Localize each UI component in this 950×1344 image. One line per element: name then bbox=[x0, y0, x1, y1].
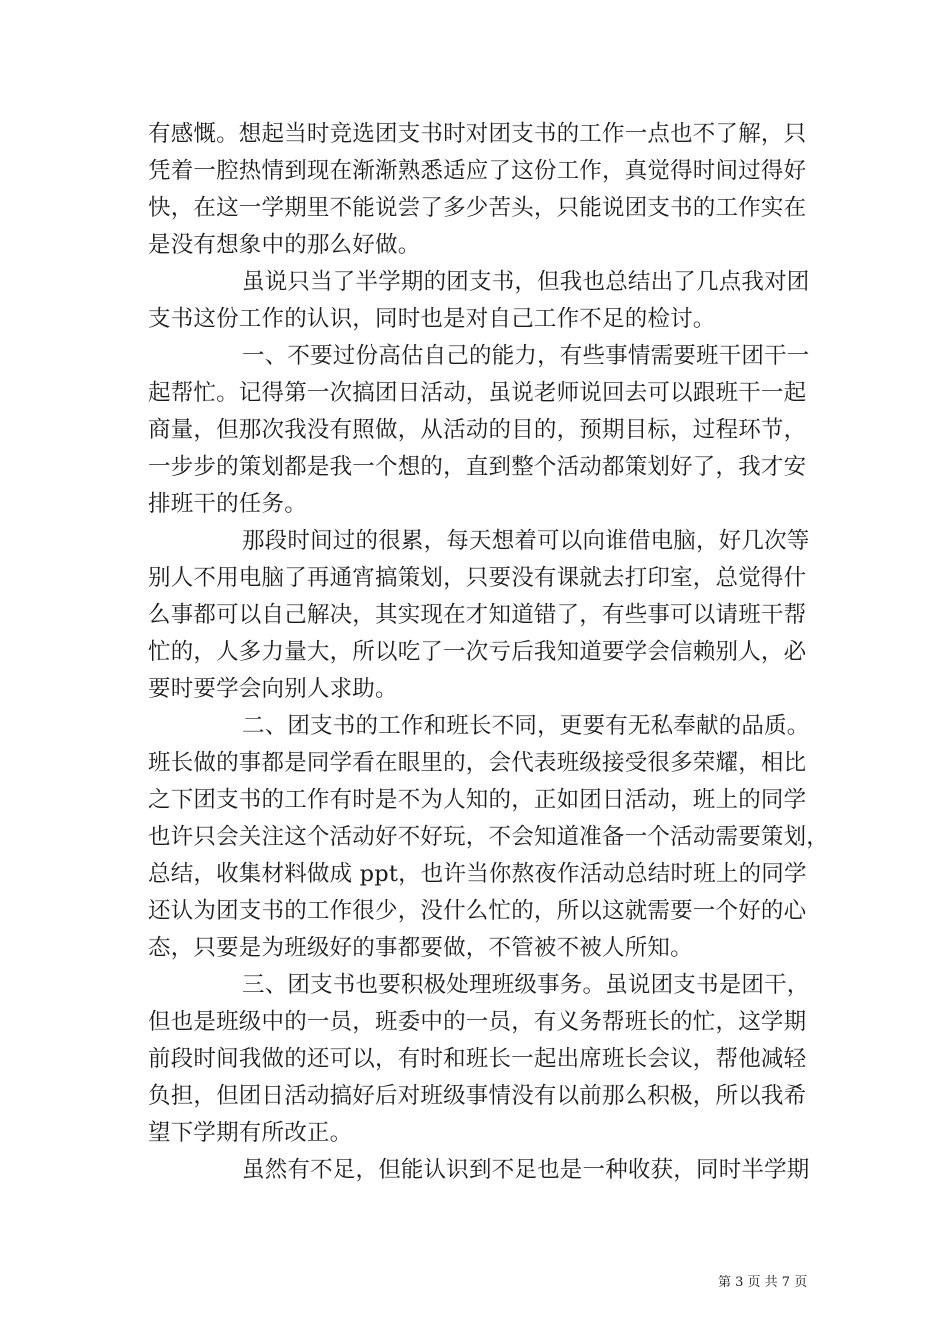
text-line: 别人不用电脑了再通宵搞策划，只要没有课就去打印室，总觉得什 bbox=[148, 565, 807, 591]
text-line: 三、团支书也要积极处理班级事务。虽说团支书是团干， bbox=[242, 972, 810, 998]
text-line: 班长做的事都是同学看在眼里的，会代表班级接受很多荣耀，相比 bbox=[148, 750, 807, 776]
text-line: 但也是班级中的一员，班委中的一员，有义务帮班长的忙，这学期 bbox=[148, 1009, 807, 1035]
text-line: 商量，但那次我没有照做，从活动的目的，预期目标，过程环节， bbox=[148, 417, 807, 443]
text-line: 么事都可以自己解决，其实现在才知道错了，有些事可以请班干帮 bbox=[148, 602, 807, 628]
text-line: 前段时间我做的还可以，有时和班长一起出席班长会议，帮他减轻 bbox=[148, 1046, 807, 1072]
page-footer: 第 3 页 共 7 页 bbox=[718, 1275, 808, 1290]
text-line: 虽然有不足，但能认识到不足也是一种收获，同时半学期 bbox=[242, 1157, 810, 1183]
text-line: 起帮忙。记得第一次搞团日活动，虽说老师说回去可以跟班干一起 bbox=[148, 380, 807, 406]
text-line: 虽说只当了半学期的团支书，但我也总结出了几点我对团 bbox=[242, 269, 810, 295]
text-line: 排班干的任务。 bbox=[148, 491, 307, 517]
text-line: 负担，但团日活动搞好后对班级事情没有以前那么积极，所以我希 bbox=[148, 1083, 807, 1109]
text-line: 之下团支书的工作有时是不为人知的，正如团日活动，班上的同学 bbox=[148, 787, 807, 813]
text-line: 快，在这一学期里不能说尝了多少苦头，只能说团支书的工作实在 bbox=[148, 195, 807, 221]
text-line: 忙的，人多力量大，所以吃了一次亏后我知道要学会信赖别人，必 bbox=[148, 639, 807, 665]
text-line: 也许只会关注这个活动好不好玩，不会知道准备一个活动需要策划， bbox=[148, 824, 830, 850]
text-line: 那段时间过的很累，每天想着可以向谁借电脑，好几次等 bbox=[242, 528, 810, 554]
text-line: 一步步的策划都是我一个想的，直到整个活动都策划好了，我才安 bbox=[148, 454, 807, 480]
text-line: 一、不要过份高估自己的能力，有些事情需要班干团干一 bbox=[242, 343, 810, 369]
text-line: 是没有想象中的那么好做。 bbox=[148, 232, 421, 258]
text-line: 还认为团支书的工作很少，没什么忙的，所以这就需要一个好的心 bbox=[148, 898, 807, 924]
text-line: 望下学期有所改正。 bbox=[148, 1120, 353, 1146]
text-line: 有感慨。想起当时竞选团支书时对团支书的工作一点也不了解，只 bbox=[148, 121, 807, 147]
text-line: 凭着一腔热情到现在渐渐熟悉适应了这份工作，真觉得时间过得好 bbox=[148, 158, 807, 184]
text-line: 支书这份工作的认识，同时也是对自己工作不足的检讨。 bbox=[148, 306, 716, 332]
text-line: 二、团支书的工作和班长不同，更要有无私奉献的品质。 bbox=[242, 713, 810, 739]
text-line: 态，只要是为班级好的事都要做，不管被不被人所知。 bbox=[148, 935, 693, 961]
text-line: 要时要学会向别人求助。 bbox=[148, 676, 398, 702]
text-line: 总结，收集材料做成 ppt，也许当你熬夜作活动总结时班上的同学 bbox=[148, 861, 807, 887]
